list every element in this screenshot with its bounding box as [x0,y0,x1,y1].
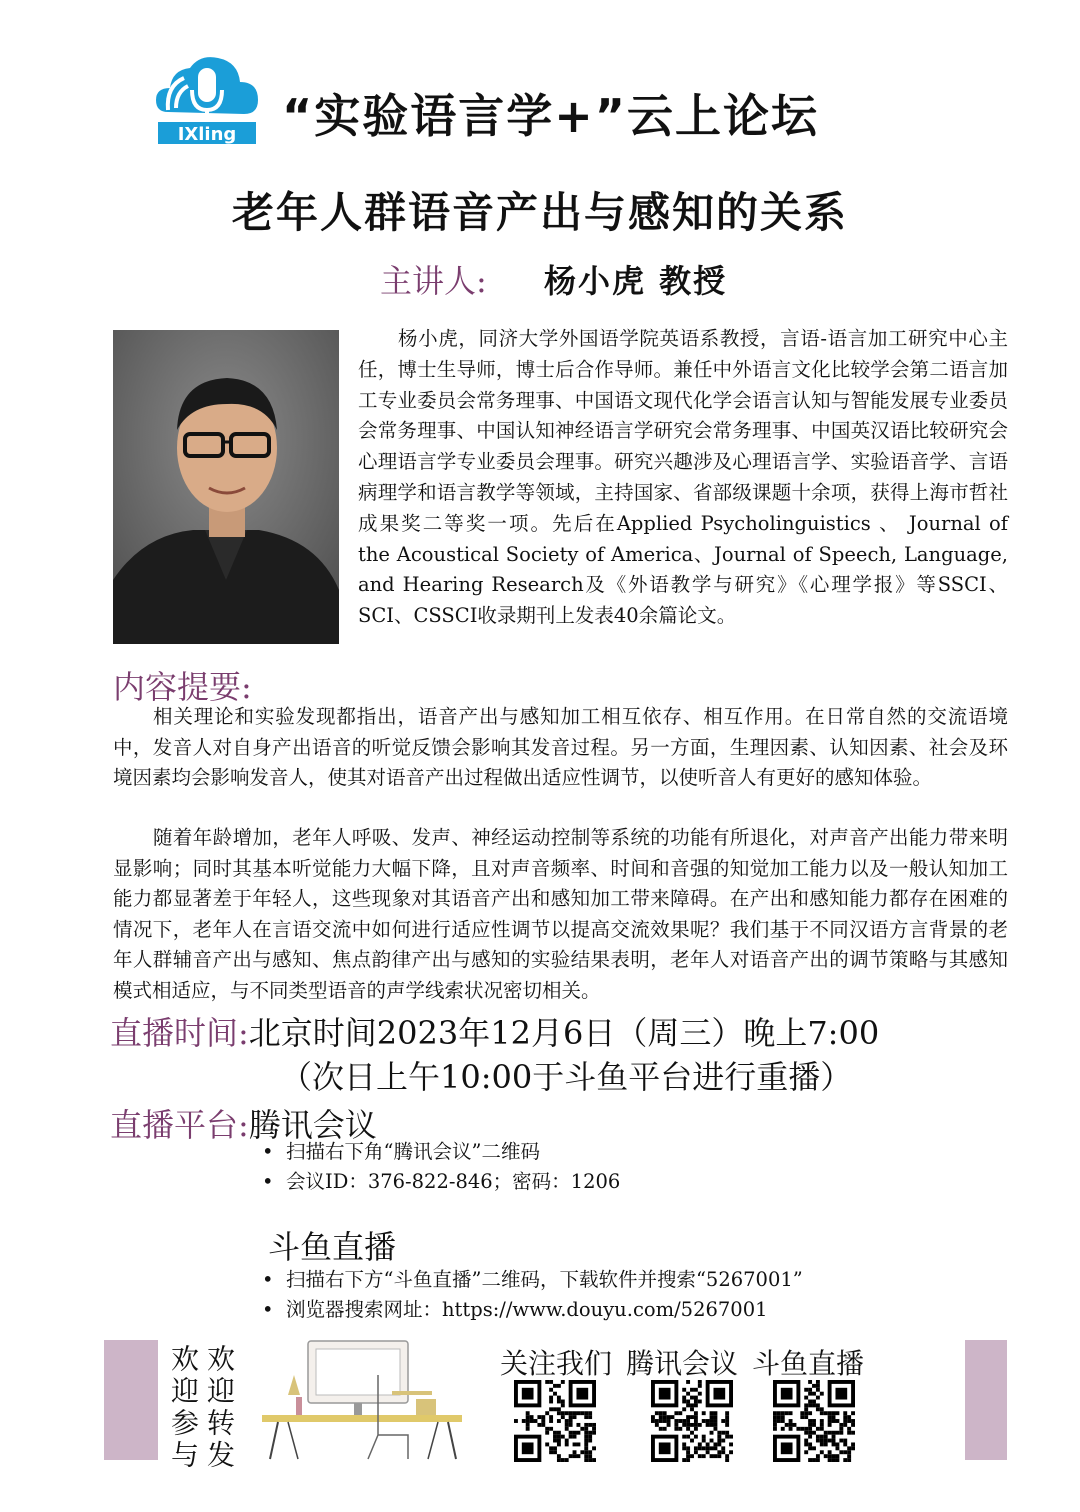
summary-heading: 内容提要: [113,668,252,706]
desk-illustration [258,1335,478,1460]
welcome-join-text: 欢迎参与 [167,1344,200,1472]
douyu-title: 斗鱼直播 [268,1228,397,1266]
speaker-bio: 杨小虎，同济大学外国语学院英语系教授，言语-语言加工研究中心主任，博士生导师，博士后合作导师。兼任中外语言文化比较学会第二语言加工专业委员会常务理事、中国语文现代化学会语言认知与智能发展专业委员会常务理事、中国认知神经语言学研究会常务理事、中国英汉语比较研究会心理语言学专业委员会理事。研究兴趣涉及心理语言学、实验语音学、言语病理学和语言教学等领域，主持国家、省部级课题十余项，获得上海市哲社成果奖二等奖一项。先后在Applied Psycholinguistics 、 Journal of the Acoustical Society of America、Journal of Speech, Language, and Hearing Research及《外语教学与研究》《心理学报》等SSCI、SCI、CSSCI收录期刊上发表40余篇论文。 [358,327,1008,628]
welcome-share-text: 欢迎转发 [203,1344,236,1472]
speaker-name: 杨小虎 教授 [543,262,728,300]
list-item: • 扫描右下角“腾讯会议”二维码 [262,1137,620,1167]
qr-code-douyu[interactable] [773,1380,855,1462]
tencent-instructions [262,1137,620,1197]
forum-title: “实验语言学+”云上论坛 [282,89,820,143]
qr-code-follow[interactable] [514,1380,596,1462]
logo-text: IXling [177,124,237,145]
live-time-value: 北京时间2023年12月6日（周三）晚上7:00 [248,1014,880,1052]
douyu-instructions [262,1265,803,1325]
speaker-photo [113,330,339,644]
qr-label-douyu: 斗鱼直播 [752,1347,865,1380]
summary-paragraph: 随着年龄增加，老年人呼吸、发声、神经运动控制等系统的功能有所退化，对声音产出能力带来明显影响；同时其基本听觉能力大幅下降，且对声音频率、时间和音强的知觉加工能力以及一般认知加工能力都显著差于年轻人，这些现象对其语音产出和感知加工带来障碍。在产出和感知能力都存在困难的情况下，老年人在言语交流中如何进行适应性调节以提高交流效果呢？我们基于不同汉语方言背景的老年人群辅音产出与感知、焦点韵律产出与感知的实验结果表明，老年人对语音产出的调节策略与其感知模式相适应，与不同类型语音的声学线索状况密切相关。 [113,826,1008,1002]
list-item[interactable]: • 浏览器搜索网址：https://www.douyu.com/5267001 [262,1295,803,1325]
speaker-line [380,256,727,302]
speaker-label: 主讲人: [380,262,487,300]
list-item: • 会议ID：376-822-846；密码：1206 [262,1167,620,1197]
talk-title: 老年人群语音产出与感知的关系 [231,188,848,237]
list-item: • 扫描右下方“斗鱼直播”二维码，下载软件并搜索“5267001” [262,1265,803,1295]
decor-bar-right [965,1340,1007,1460]
ixling-logo [148,52,266,148]
qr-code-tencent[interactable] [651,1380,733,1462]
live-time [110,1008,879,1054]
qr-headers [500,1342,878,1382]
decor-bar-left [104,1340,158,1460]
replay-note: （次日上午10:00于斗鱼平台进行重播） [280,1058,853,1096]
platform-label: 直播平台: [110,1106,249,1144]
platform-value: 腾讯会议 [248,1106,377,1144]
live-time-label: 直播时间: [110,1014,249,1052]
summary-paragraph: 相关理论和实验发现都指出，语音产出与感知加工相互依存、相互作用。在日常自然的交流语境中，发音人对自身产出语音的听觉反馈会影响其发音过程。另一方面，生理因素、认知因素、社会及环境因素均会影响发音人，使其对语音产出过程做出适应性调节，以使听音人有更好的感知体验。 [113,705,1008,789]
qr-label-follow: 关注我们 [500,1347,613,1380]
qr-label-tencent: 腾讯会议 [626,1347,739,1380]
